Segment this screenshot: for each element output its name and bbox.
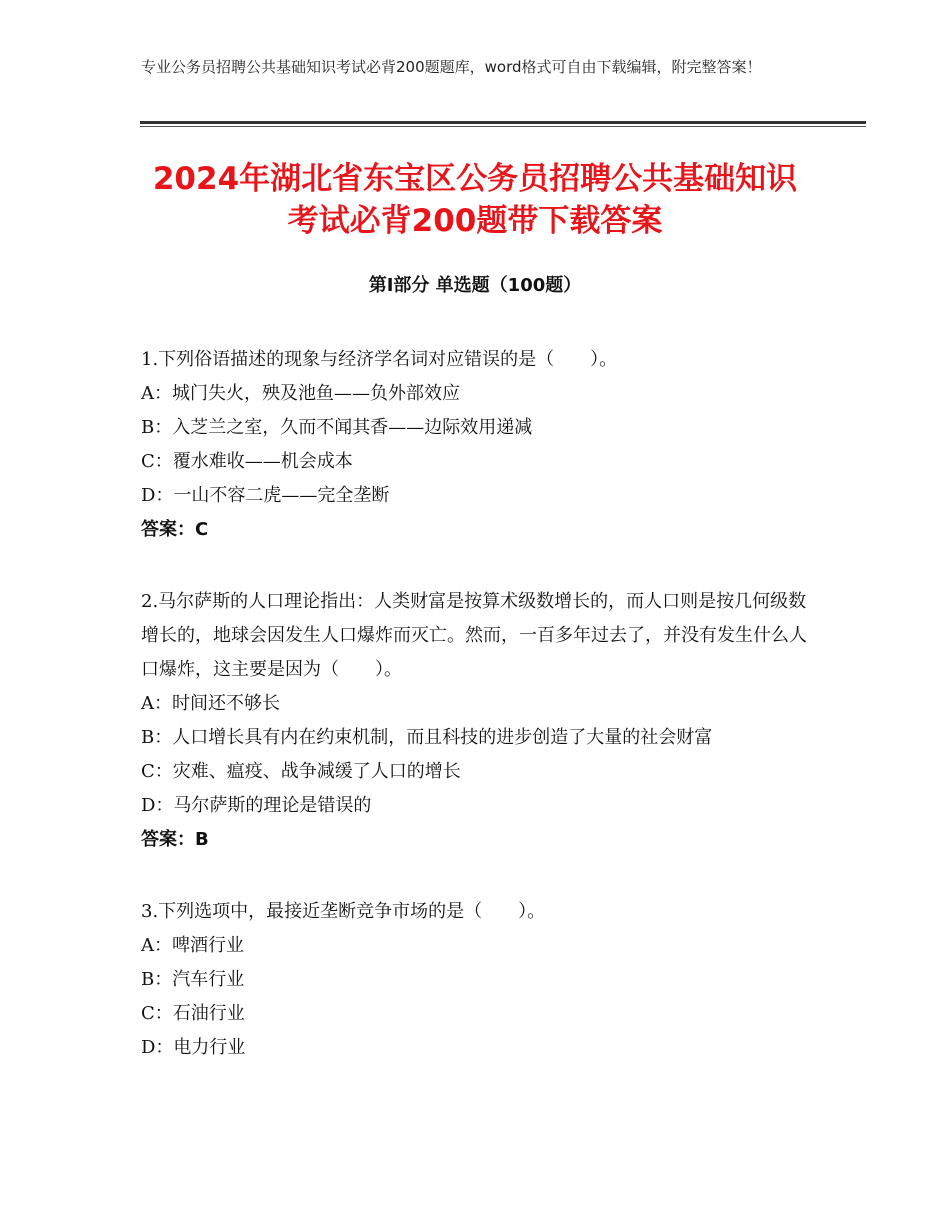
option-a: A：城门失火，殃及池鱼——负外部效应 [141,383,460,404]
question-list [141,343,811,1103]
header-note: 专业公务员招聘公共基础知识考试必背200题题库，word格式可自由下载编辑，附完整答案！ [141,58,762,76]
option-a: A：啤酒行业 [141,935,244,956]
option-c: C：石油行业 [141,1003,245,1024]
header-divider-thick [140,121,866,124]
document-title: 2024年湖北省东宝区公务员招聘公共基础知识考试必背200题带下载答案 [152,161,798,239]
question-stem: 3.下列选项中，最接近垄断竞争市场的是（ ）。 [141,901,546,922]
answer: 答案：C [141,519,209,540]
option-c: C：覆水难收——机会成本 [141,451,353,472]
question-stem: 1.下列俗语描述的现象与经济学名词对应错误的是（ ）。 [141,349,618,370]
option-b: B：入芝兰之室，久而不闻其香——边际效用递减 [141,417,533,438]
option-b: B：人口增长具有内在约束机制，而且科技的进步创造了大量的社会财富 [141,727,713,748]
question-stem: 2.马尔萨斯的人口理论指出：人类财富是按算术级数增长的，而人口则是按几何级数增长的，地球会因发生人口爆炸而灭亡。然而，一百多年过去了，并没有发生什么人口爆炸，这主要是因为（ ）。 [141,591,807,680]
option-a: A：时间还不够长 [141,693,280,714]
option-d: D：一山不容二虎——完全垄断 [141,485,390,506]
question-3 [141,895,811,1065]
answer: 答案：B [141,829,209,850]
question-1 [141,343,811,547]
section-title: 第Ⅰ部分 单选题（100题） [368,275,582,296]
header-divider-thin [140,126,866,127]
option-c: C：灾难、瘟疫、战争减缓了人口的增长 [141,761,461,782]
option-d: D：电力行业 [141,1037,246,1058]
question-2 [141,585,811,857]
option-b: B：汽车行业 [141,969,245,990]
option-d: D：马尔萨斯的理论是错误的 [141,795,372,816]
